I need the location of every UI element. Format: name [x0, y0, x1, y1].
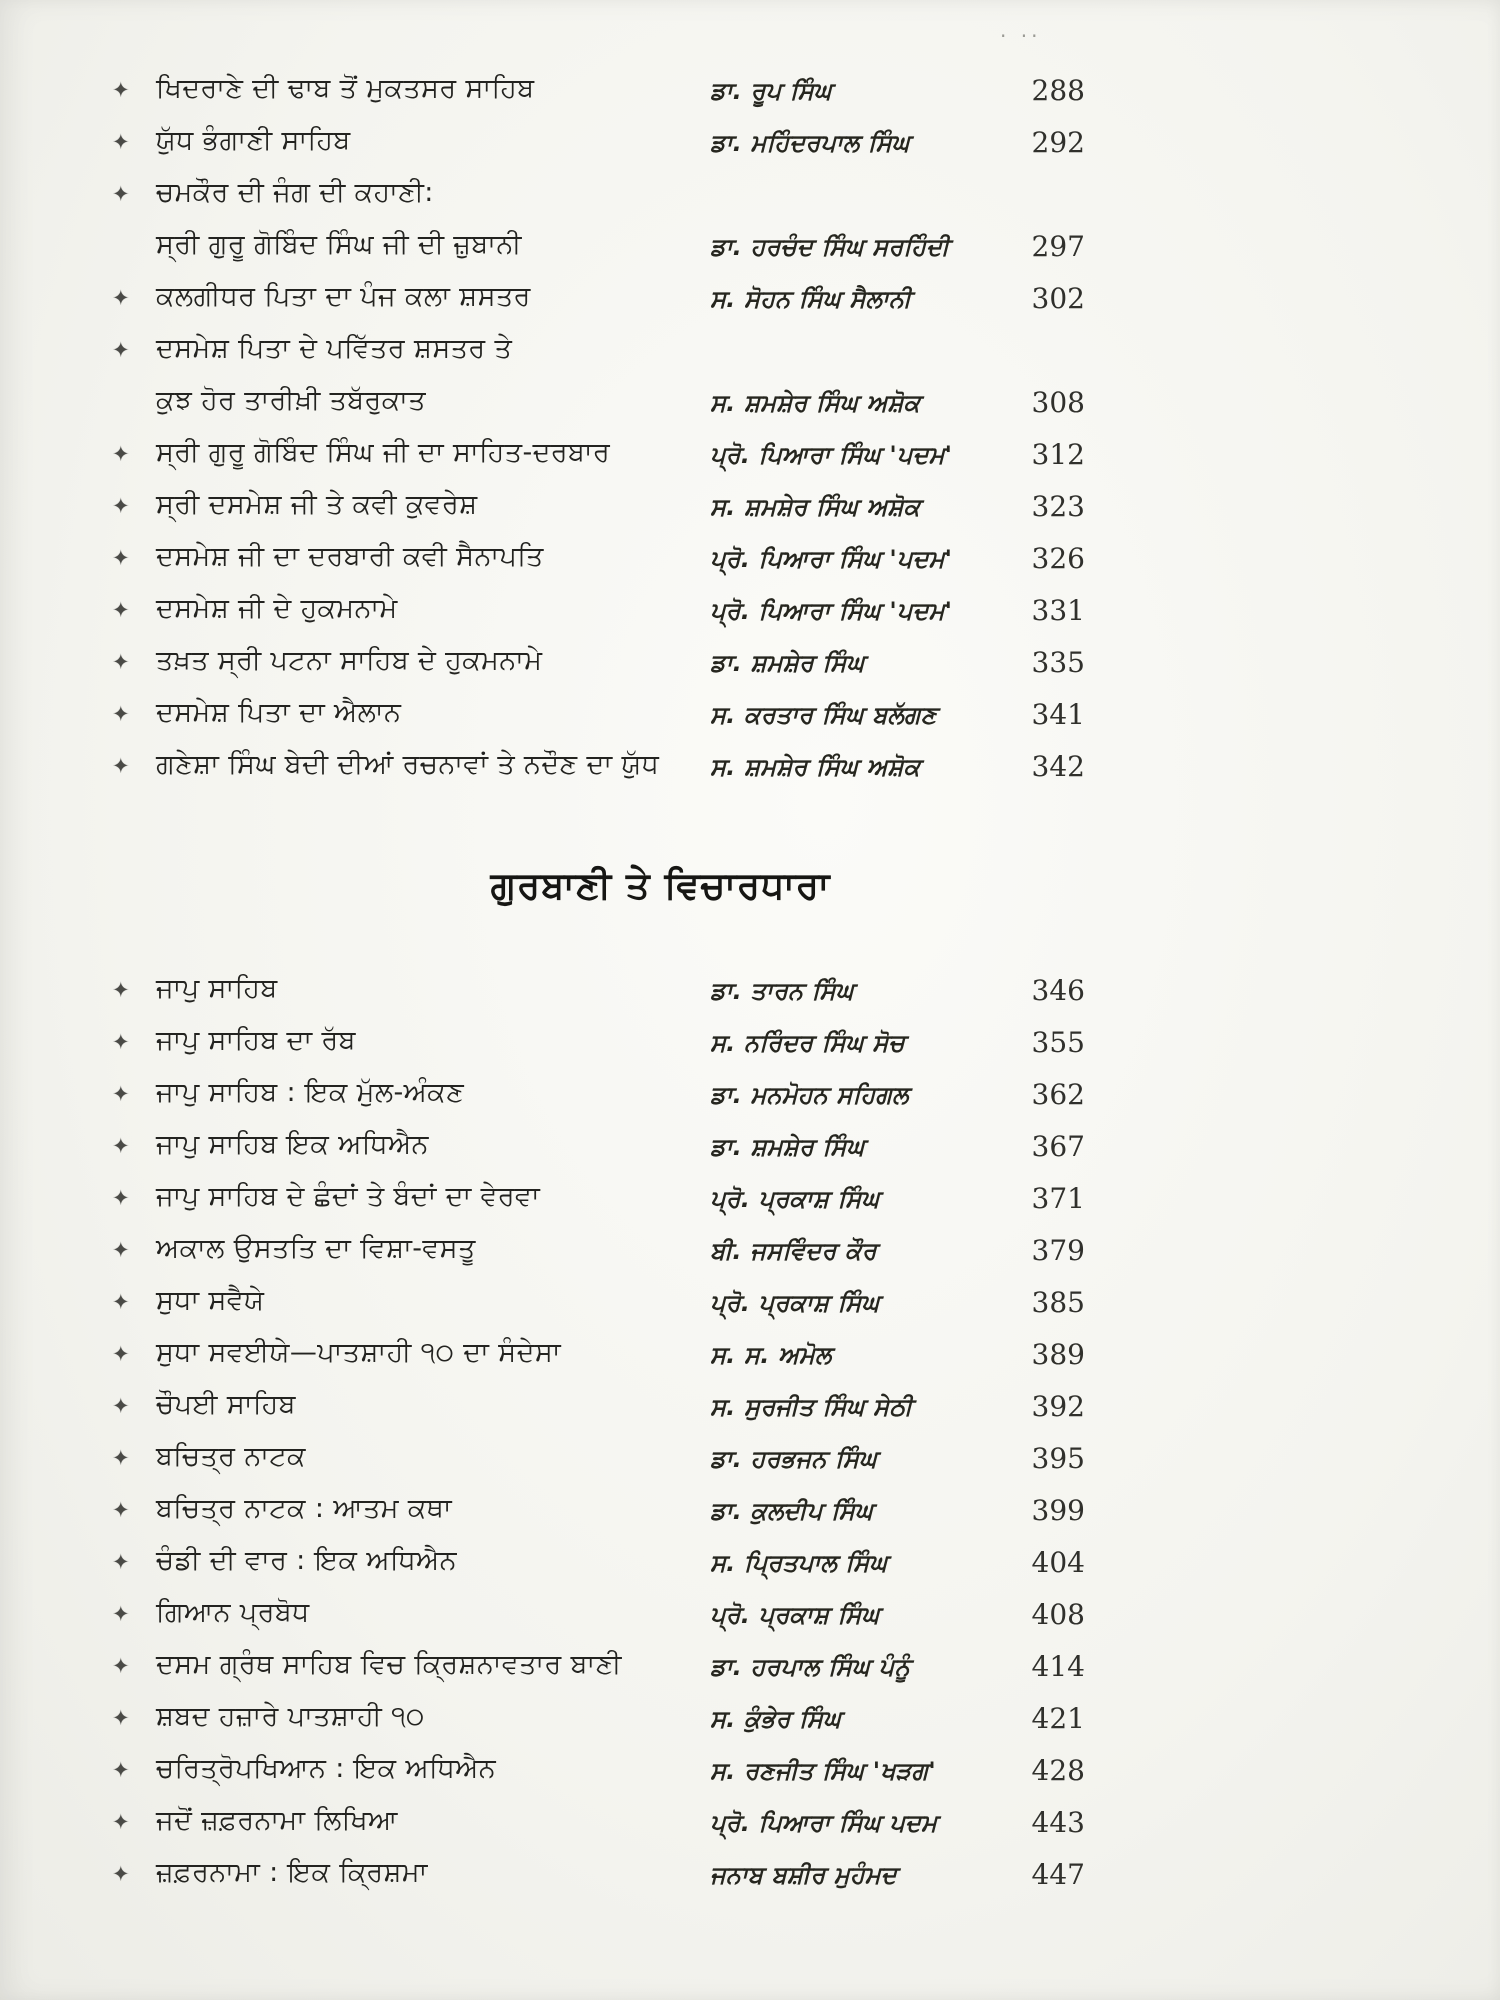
- entry-page-number: 371: [1031, 1182, 1085, 1215]
- entry-title: ਸ੍ਰੀ ਗੁਰੂ ਗੋਬਿੰਦ ਸਿੰਘ ਜੀ ਦਾ ਸਾਹਿਤ-ਦਰਬਾਰ: [156, 437, 611, 468]
- star-bullet-icon: ✦: [112, 1030, 130, 1054]
- toc-entry-line: [112, 1490, 1085, 1542]
- star-bullet-icon: ✦: [112, 1706, 130, 1730]
- star-bullet-icon: ✦: [112, 650, 130, 674]
- entry-title: ਜਾਪੁ ਸਾਹਿਬ ਦਾ ਰੱਬ: [156, 1025, 356, 1056]
- entry-author: ਡਾ. ਹਰਚੰਦ ਸਿੰਘ ਸਰਹਿੰਦੀ: [710, 233, 950, 261]
- entry-page-number: 392: [1031, 1390, 1085, 1423]
- entry-title: ਚਰਿਤ੍ਰੋਪਖਿਆਨ : ਇਕ ਅਧਿਐਨ: [156, 1753, 496, 1784]
- star-bullet-icon: ✦: [112, 1186, 130, 1210]
- entry-author: ਪ੍ਰੋ. ਪ੍ਰਕਾਸ਼ ਸਿੰਘ: [710, 1289, 880, 1317]
- entry-title: ਯੁੱਧ ਭੰਗਾਣੀ ਸਾਹਿਬ: [156, 125, 351, 156]
- star-bullet-icon: ✦: [112, 1238, 130, 1262]
- entry-title: ਅਕਾਲ ਉਸਤਤਿ ਦਾ ਵਿਸ਼ਾ-ਵਸਤੂ: [156, 1233, 476, 1264]
- toc-sections: [112, 70, 1085, 1906]
- entry-title: ਜ਼ਫ਼ਰਨਾਮਾ : ਇਕ ਕ੍ਰਿਸ਼ਮਾ: [156, 1857, 428, 1888]
- entry-author: ਡਾ. ਮਹਿੰਦਰਪਾਲ ਸਿੰਘ: [710, 129, 910, 157]
- star-bullet-icon: ✦: [112, 338, 130, 362]
- entry-page-number: 297: [1031, 230, 1085, 263]
- entry-author: ਸ. ਕਰਤਾਰ ਸਿੰਘ ਬਲੱਗਣ: [710, 701, 937, 729]
- entry-author: ਸ. ਸ. ਅਮੋਲ: [710, 1341, 832, 1369]
- star-bullet-icon: ✦: [112, 286, 130, 310]
- entry-author: ਡਾ. ਤਾਰਨ ਸਿੰਘ: [710, 977, 854, 1005]
- toc-entry-line: [112, 1750, 1085, 1802]
- toc-entry-line: [112, 642, 1085, 694]
- entry-title: ਬਚਿਤ੍ਰ ਨਾਟਕ: [156, 1441, 306, 1472]
- star-bullet-icon: ✦: [112, 442, 130, 466]
- entry-title: ਜਾਪੁ ਸਾਹਿਬ: [156, 973, 278, 1004]
- toc-entry-line: [112, 1802, 1085, 1854]
- entry-title: ਜਾਪੁ ਸਾਹਿਬ : ਇਕ ਮੁੱਲ-ਅੰਕਣ: [156, 1077, 465, 1108]
- toc-entry-line: [112, 434, 1085, 486]
- star-bullet-icon: ✦: [112, 702, 130, 726]
- section-heading: ਗੁਰਬਾਣੀ ਤੇ ਵਿਚਾਰਧਾਰਾ: [490, 864, 831, 907]
- toc-entry-line: [112, 1698, 1085, 1750]
- toc-section: [112, 70, 1085, 798]
- toc-entry-line: [112, 1074, 1085, 1126]
- entry-title: ਗਿਆਨ ਪ੍ਰਬੋਧ: [156, 1597, 310, 1628]
- entry-title: ਕਲਗੀਧਰ ਪਿਤਾ ਦਾ ਪੰਜ ਕਲਾ ਸ਼ਸਤਰ: [156, 281, 531, 312]
- star-bullet-icon: ✦: [112, 1810, 130, 1834]
- star-bullet-icon: ✦: [112, 494, 130, 518]
- entry-author: ਡਾ. ਮਨਮੋਹਨ ਸਹਿਗਲ: [710, 1081, 909, 1109]
- entry-page-number: 335: [1031, 646, 1085, 679]
- entry-page-number: 346: [1031, 974, 1085, 1007]
- toc-entry-line: [112, 330, 1085, 382]
- section-entries: [112, 70, 1085, 798]
- entry-author: ਪ੍ਰੋ. ਪ੍ਰਕਾਸ਼ ਸਿੰਘ: [710, 1601, 880, 1629]
- entry-author: ਸ. ਸ਼ਮਸ਼ੇਰ ਸਿੰਘ ਅਸ਼ੋਕ: [710, 753, 921, 781]
- entry-page-number: 389: [1031, 1338, 1085, 1371]
- toc-entry-line: [112, 1542, 1085, 1594]
- toc-entry-line: [112, 122, 1085, 174]
- entry-author: ਸ. ਨਰਿੰਦਰ ਸਿੰਘ ਸੋਚ: [710, 1029, 905, 1057]
- entry-author: ਡਾ. ਹਰਭਜਨ ਸਿੰਘ: [710, 1445, 878, 1473]
- entry-page-number: 379: [1031, 1234, 1085, 1267]
- star-bullet-icon: ✦: [112, 1550, 130, 1574]
- entry-title: ਜਾਪੁ ਸਾਹਿਬ ਇਕ ਅਧਿਐਨ: [156, 1129, 429, 1160]
- entry-author: ਸ. ਕੁੰਭੇਰ ਸਿੰਘ: [710, 1705, 842, 1733]
- entry-author: ਡਾ. ਕੁਲਦੀਪ ਸਿੰਘ: [710, 1497, 874, 1525]
- toc-content: [112, 70, 1085, 1906]
- entry-page-number: 326: [1031, 542, 1085, 575]
- entry-page-number: 362: [1031, 1078, 1085, 1111]
- toc-entry-line: [112, 70, 1085, 122]
- toc-entry-line: [112, 486, 1085, 538]
- toc-entry-line: [112, 1022, 1085, 1074]
- entry-page-number: 312: [1031, 438, 1085, 471]
- entry-title: ਸ੍ਰੀ ਗੁਰੂ ਗੋਬਿੰਦ ਸਿੰਘ ਜੀ ਦੀ ਜ਼ੁਬਾਨੀ: [156, 229, 522, 260]
- toc-entry-line: [112, 590, 1085, 642]
- toc-entry-line: [112, 1854, 1085, 1906]
- toc-entry-line: [112, 1594, 1085, 1646]
- entry-author: ਪ੍ਰੋ. ਪਿਆਰਾ ਸਿੰਘ 'ਪਦਮ': [710, 597, 953, 625]
- entry-author: ਸ. ਸੁਰਜੀਤ ਸਿੰਘ ਸੇਠੀ: [710, 1393, 913, 1421]
- toc-entry-line: [112, 746, 1085, 798]
- entry-author: ਜਨਾਬ ਬਸ਼ੀਰ ਮੁਹੰਮਦ: [710, 1861, 897, 1889]
- entry-page-number: 443: [1031, 1806, 1085, 1839]
- star-bullet-icon: ✦: [112, 1862, 130, 1886]
- entry-page-number: 308: [1031, 386, 1085, 419]
- entry-author: ਸ. ਰਣਜੀਤ ਸਿੰਘ 'ਖੜਗ': [710, 1757, 936, 1785]
- entry-author: ਡਾ. ਸ਼ਮਸ਼ੇਰ ਸਿੰਘ: [710, 649, 865, 677]
- entry-author: ਸ. ਸ਼ਮਸ਼ੇਰ ਸਿੰਘ ਅਸ਼ੋਕ: [710, 389, 921, 417]
- entry-title: ਦਸਮੇਸ਼ ਪਿਤਾ ਦਾ ਐਲਾਨ: [156, 697, 402, 728]
- entry-author: ਪ੍ਰੋ. ਪਿਆਰਾ ਸਿੰਘ 'ਪਦਮ': [710, 441, 953, 469]
- star-bullet-icon: ✦: [112, 1082, 130, 1106]
- entry-page-number: 288: [1031, 74, 1085, 107]
- entry-title: ਸ੍ਰੀ ਦਸਮੇਸ਼ ਜੀ ਤੇ ਕਵੀ ਕੁਵਰੇਸ਼: [156, 489, 478, 520]
- entry-title: ਦਸਮੇਸ਼ ਜੀ ਦੇ ਹੁਕਮਨਾਮੇ: [156, 593, 398, 624]
- entry-title: ਤਖ਼ਤ ਸ੍ਰੀ ਪਟਨਾ ਸਾਹਿਬ ਦੇ ਹੁਕਮਨਾਮੇ: [156, 645, 543, 676]
- entry-title: ਕੁਝ ਹੋਰ ਤਾਰੀਖ਼ੀ ਤਬੱਰੁਕਾਤ: [156, 385, 426, 416]
- toc-entry-line: [112, 226, 1085, 278]
- entry-title: ਸੁਧਾ ਸਵੈਯੇ: [156, 1285, 265, 1316]
- star-bullet-icon: ✦: [112, 1134, 130, 1158]
- entry-page-number: 355: [1031, 1026, 1085, 1059]
- entry-title: ਚਮਕੌਰ ਦੀ ਜੰਗ ਦੀ ਕਹਾਣੀ:: [156, 177, 434, 208]
- star-bullet-icon: ✦: [112, 546, 130, 570]
- entry-title: ਗਣੇਸ਼ਾ ਸਿੰਘ ਬੇਦੀ ਦੀਆਂ ਰਚਨਾਵਾਂ ਤੇ ਨਦੌਣ ਦਾ ਯੁੱਧ: [156, 749, 660, 780]
- entry-author: ਸ. ਸ਼ਮਸ਼ੇਰ ਸਿੰਘ ਅਸ਼ੋਕ: [710, 493, 921, 521]
- entry-page-number: 395: [1031, 1442, 1085, 1475]
- entry-page-number: 385: [1031, 1286, 1085, 1319]
- star-bullet-icon: ✦: [112, 130, 130, 154]
- toc-entry-line: [112, 1126, 1085, 1178]
- entry-title: ਬਚਿਤ੍ਰ ਨਾਟਕ : ਆਤਮ ਕਥਾ: [156, 1493, 452, 1524]
- entry-title: ਦਸਮੇਸ਼ ਪਿਤਾ ਦੇ ਪਵਿੱਤਰ ਸ਼ਸਤਰ ਤੇ: [156, 333, 513, 364]
- toc-entry-line: [112, 1646, 1085, 1698]
- entry-author: ਸ. ਪ੍ਰਿਤਪਾਲ ਸਿੰਘ: [710, 1549, 888, 1577]
- entry-title: ਚੰਡੀ ਦੀ ਵਾਰ : ਇਕ ਅਧਿਐਨ: [156, 1545, 457, 1576]
- entry-author: ਡਾ. ਹਰਪਾਲ ਸਿੰਘ ਪੰਨੂੰ: [710, 1653, 911, 1681]
- entry-title: ਸੁਧਾ ਸਵਈਯੇ—ਪਾਤਸ਼ਾਹੀ ੧੦ ਦਾ ਸੰਦੇਸਾ: [156, 1337, 561, 1368]
- star-bullet-icon: ✦: [112, 1602, 130, 1626]
- star-bullet-icon: ✦: [112, 1290, 130, 1314]
- entry-page-number: 302: [1031, 282, 1085, 315]
- entry-page-number: 404: [1031, 1546, 1085, 1579]
- toc-entry-line: [112, 382, 1085, 434]
- star-bullet-icon: ✦: [112, 978, 130, 1002]
- toc-entry-line: [112, 174, 1085, 226]
- entry-title: ਖਿਦਰਾਣੇ ਦੀ ਢਾਬ ਤੋਂ ਮੁਕਤਸਰ ਸਾਹਿਬ: [156, 73, 535, 104]
- toc-entry-line: [112, 1178, 1085, 1230]
- entry-title: ਦਸਮ ਗ੍ਰੰਥ ਸਾਹਿਬ ਵਿਚ ਕ੍ਰਿਸ਼ਨਾਵਤਾਰ ਬਾਣੀ: [156, 1649, 622, 1680]
- entry-page-number: 399: [1031, 1494, 1085, 1527]
- entry-page-number: 408: [1031, 1598, 1085, 1631]
- entry-title: ਚੌਪਈ ਸਾਹਿਬ: [156, 1389, 296, 1420]
- entry-author: ਬੀ. ਜਸਵਿੰਦਰ ਕੌਰ: [710, 1237, 877, 1265]
- toc-entry-line: [112, 694, 1085, 746]
- entry-page-number: 428: [1031, 1754, 1085, 1787]
- entry-page-number: 421: [1031, 1702, 1085, 1735]
- entry-title: ਜਾਪੁ ਸਾਹਿਬ ਦੇ ਛੰਦਾਂ ਤੇ ਬੰਦਾਂ ਦਾ ਵੇਰਵਾ: [156, 1181, 541, 1212]
- star-bullet-icon: ✦: [112, 1394, 130, 1418]
- entry-page-number: 414: [1031, 1650, 1085, 1683]
- star-bullet-icon: ✦: [112, 1498, 130, 1522]
- star-bullet-icon: ✦: [112, 1446, 130, 1470]
- star-bullet-icon: ✦: [112, 1758, 130, 1782]
- entry-author: ਸ. ਸੋਹਨ ਸਿੰਘ ਸੈਲਾਨੀ: [710, 285, 912, 313]
- entry-page-number: 331: [1031, 594, 1085, 627]
- scan-artifact-dots: · ··: [1000, 24, 1042, 48]
- entry-page-number: 341: [1031, 698, 1085, 731]
- entry-page-number: 342: [1031, 750, 1085, 783]
- entry-page-number: 367: [1031, 1130, 1085, 1163]
- entry-author: ਪ੍ਰੋ. ਪਿਆਰਾ ਸਿੰਘ ਪਦਮ: [710, 1809, 938, 1837]
- section-entries: [112, 970, 1085, 1906]
- entry-title: ਸ਼ਬਦ ਹਜ਼ਾਰੇ ਪਾਤਸ਼ਾਹੀ ੧੦: [156, 1701, 425, 1732]
- entry-author: ਡਾ. ਰੂਪ ਸਿੰਘ: [710, 77, 832, 105]
- entry-title: ਜਦੋਂ ਜ਼ਫ਼ਰਨਾਮਾ ਲਿਖਿਆ: [156, 1805, 398, 1836]
- entry-title: ਦਸਮੇਸ਼ ਜੀ ਦਾ ਦਰਬਾਰੀ ਕਵੀ ਸੈਨਾਪਤਿ: [156, 541, 544, 572]
- toc-entry-line: [112, 1386, 1085, 1438]
- toc-entry-line: [112, 1230, 1085, 1282]
- toc-entry-line: [112, 970, 1085, 1022]
- entry-author: ਪ੍ਰੋ. ਪ੍ਰਕਾਸ਼ ਸਿੰਘ: [710, 1185, 880, 1213]
- entry-author: ਡਾ. ਸ਼ਮਸ਼ੇਰ ਸਿੰਘ: [710, 1133, 865, 1161]
- star-bullet-icon: ✦: [112, 1342, 130, 1366]
- star-bullet-icon: ✦: [112, 182, 130, 206]
- entry-page-number: 323: [1031, 490, 1085, 523]
- entry-page-number: 447: [1031, 1858, 1085, 1891]
- toc-entry-line: [112, 538, 1085, 590]
- star-bullet-icon: ✦: [112, 598, 130, 622]
- star-bullet-icon: ✦: [112, 78, 130, 102]
- star-bullet-icon: ✦: [112, 754, 130, 778]
- entry-page-number: 292: [1031, 126, 1085, 159]
- toc-entry-line: [112, 1438, 1085, 1490]
- toc-section: [112, 864, 1085, 1906]
- toc-entry-line: [112, 1282, 1085, 1334]
- entry-author: ਪ੍ਰੋ. ਪਿਆਰਾ ਸਿੰਘ 'ਪਦਮ': [710, 545, 953, 573]
- toc-entry-line: [112, 278, 1085, 330]
- toc-entry-line: [112, 1334, 1085, 1386]
- star-bullet-icon: ✦: [112, 1654, 130, 1678]
